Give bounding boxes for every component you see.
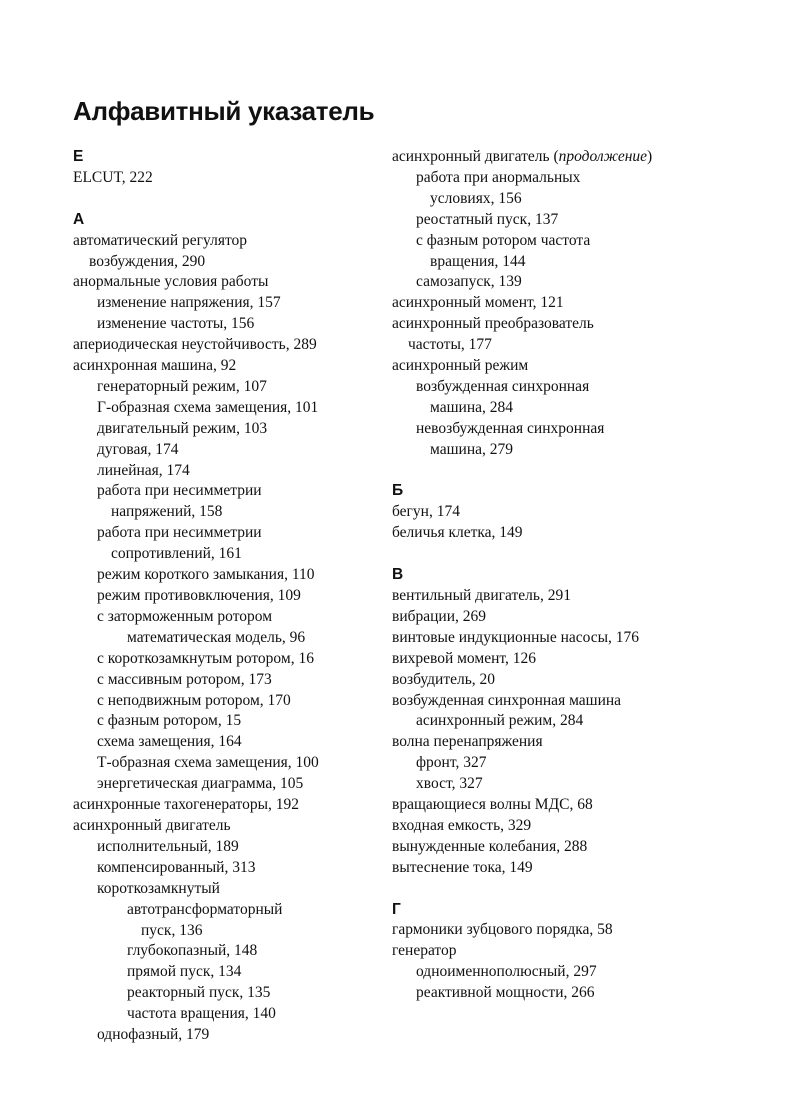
index-entry bbox=[392, 398, 722, 419]
index-entry-text: напряжений, 158 bbox=[111, 503, 223, 521]
index-entry-text: возбудитель, 20 bbox=[392, 670, 496, 688]
section-gap bbox=[73, 189, 373, 210]
index-entry bbox=[392, 691, 722, 712]
index-entry bbox=[73, 628, 373, 649]
index-entry-text: автотрансформаторный bbox=[127, 900, 283, 918]
index-entry-text: с фазным ротором, 15 bbox=[97, 712, 242, 730]
index-entry-text: Т-образная схема замещения, 100 bbox=[97, 754, 319, 772]
index-entry-text: реакторный пуск, 135 bbox=[127, 984, 271, 1002]
index-entry-text: работа при несимметрии bbox=[97, 482, 262, 500]
index-entry-text: асинхронный режим, 284 bbox=[416, 712, 584, 730]
index-entry bbox=[392, 837, 722, 858]
index-entry bbox=[73, 356, 373, 377]
index-letter-heading: В bbox=[392, 566, 404, 584]
index-entry-text: режим противовключения, 109 bbox=[97, 587, 301, 605]
index-column-right bbox=[392, 147, 722, 1004]
index-entry bbox=[392, 440, 722, 461]
index-entry-text: асинхронный двигатель bbox=[73, 816, 231, 834]
index-entry-text: вынужденные колебания, 288 bbox=[392, 837, 588, 855]
index-entry-text: частота вращения, 140 bbox=[127, 1005, 276, 1023]
index-entry-text: вихревой момент, 126 bbox=[392, 649, 536, 667]
index-entry bbox=[73, 398, 373, 419]
index-entry bbox=[392, 628, 722, 649]
index-entry-text: вибрации, 269 bbox=[392, 607, 487, 625]
index-entry bbox=[73, 941, 373, 962]
index-entry bbox=[392, 377, 722, 398]
index-entry-text: асинхронный преобразователь bbox=[392, 315, 594, 333]
index-entry-text: пуск, 136 bbox=[141, 921, 203, 939]
index-letter-heading: А bbox=[73, 210, 85, 228]
index-entry-text: двигательный режим, 103 bbox=[97, 419, 268, 437]
index-entry-text: машина, 284 bbox=[430, 398, 513, 416]
index-entry-text: генератор bbox=[392, 942, 457, 960]
index-entry-text: вентильный двигатель, 291 bbox=[392, 587, 571, 604]
index-entry bbox=[392, 920, 722, 941]
index-entry-text: глубокопазный, 148 bbox=[127, 942, 258, 960]
section-gap bbox=[392, 879, 722, 900]
index-letter-heading: Б bbox=[392, 482, 404, 500]
index-entry bbox=[73, 774, 373, 795]
index-entry bbox=[73, 168, 373, 189]
index-entry bbox=[392, 523, 722, 544]
index-entry bbox=[392, 962, 722, 983]
index-entry-text: однофазный, 179 bbox=[97, 1026, 210, 1044]
index-entry bbox=[73, 544, 373, 565]
index-entry-text: с неподвижным ротором, 170 bbox=[97, 691, 291, 709]
index-entry bbox=[392, 607, 722, 628]
index-entry bbox=[73, 252, 373, 273]
index-entry bbox=[73, 523, 373, 544]
index-entry-text: реостатный пуск, 137 bbox=[416, 210, 559, 228]
index-entry-text: вращения, 144 bbox=[430, 252, 526, 270]
index-entry bbox=[392, 147, 722, 168]
index-entry-text: с заторможенным ротором bbox=[97, 607, 273, 625]
index-entry bbox=[73, 921, 373, 942]
index-entry bbox=[73, 670, 373, 691]
index-entry-text: возбужденная синхронная машина bbox=[392, 691, 622, 709]
section-gap bbox=[392, 544, 722, 565]
index-entry bbox=[392, 231, 722, 252]
index-entry-text: линейная, 174 bbox=[97, 461, 190, 479]
index-entry-text: режим короткого замыкания, 110 bbox=[97, 566, 315, 584]
index-entry-text: ELCUT, 222 bbox=[73, 168, 153, 186]
index-entry bbox=[73, 879, 373, 900]
index-entry-text: одноименнополюсный, 297 bbox=[416, 963, 597, 981]
index-entry-text: невозбужденная синхронная bbox=[416, 419, 605, 437]
index-entry-text: дуговая, 174 bbox=[97, 440, 179, 458]
index-entry bbox=[392, 711, 722, 732]
index-entry-text: математическая модель, 96 bbox=[127, 628, 306, 646]
index-entry bbox=[392, 272, 722, 293]
index-entry bbox=[73, 983, 373, 1004]
index-entry bbox=[73, 565, 373, 586]
index-entry bbox=[392, 649, 722, 670]
index-entry bbox=[73, 1004, 373, 1025]
index-entry bbox=[392, 941, 722, 962]
index-entry-text: с массивным ротором, 173 bbox=[97, 670, 272, 688]
index-entry bbox=[73, 272, 373, 293]
index-entry bbox=[73, 649, 373, 670]
index-entry-text: автоматический регулятор bbox=[73, 231, 248, 249]
index-entry bbox=[73, 314, 373, 335]
index-entry bbox=[392, 168, 722, 189]
index-entry bbox=[73, 837, 373, 858]
index-letter-heading: E bbox=[73, 148, 84, 165]
index-entry bbox=[73, 502, 373, 523]
index-entry-text: реактивной мощности, 266 bbox=[416, 984, 595, 1002]
index-entry bbox=[73, 816, 373, 837]
index-entry bbox=[73, 691, 373, 712]
index-entry-text: апериодическая неустойчивость, 289 bbox=[73, 336, 317, 354]
index-entry bbox=[392, 670, 722, 691]
index-entry-text: фронт, 327 bbox=[416, 754, 487, 772]
index-entry-suffix: ) bbox=[647, 148, 653, 165]
index-entry bbox=[73, 335, 373, 356]
index-entry-text: волна перенапряжения bbox=[392, 733, 543, 751]
index-letter-heading: Г bbox=[392, 900, 401, 918]
index-entry bbox=[73, 858, 373, 879]
index-entry-text: частоты, 177 bbox=[408, 336, 492, 354]
index-entry bbox=[73, 1025, 373, 1046]
index-entry bbox=[73, 607, 373, 628]
index-entry-text: хвост, 327 bbox=[416, 775, 483, 793]
index-entry bbox=[73, 440, 373, 461]
index-entry bbox=[73, 962, 373, 983]
index-entry bbox=[392, 314, 722, 335]
index-entry bbox=[392, 293, 722, 314]
index-entry-text: беличья клетка, 149 bbox=[392, 524, 523, 542]
index-entry bbox=[392, 753, 722, 774]
index-entry-text: самозапуск, 139 bbox=[416, 273, 522, 291]
index-entry-text: винтовые индукционные насосы, 176 bbox=[392, 628, 640, 646]
index-entry bbox=[73, 377, 373, 398]
index-entry-text: возбужденная синхронная bbox=[416, 377, 590, 395]
index-entry bbox=[392, 502, 722, 523]
index-entry-text: входная емкость, 329 bbox=[392, 816, 532, 834]
index-entry-text: бегун, 174 bbox=[392, 503, 460, 521]
index-entry bbox=[392, 586, 722, 607]
index-entry bbox=[392, 356, 722, 377]
index-entry-text: асинхронная машина, 92 bbox=[73, 357, 237, 375]
index-entry bbox=[392, 210, 722, 231]
index-entry-text: изменение напряжения, 157 bbox=[97, 294, 281, 312]
index-entry-text: асинхронный режим bbox=[392, 357, 529, 375]
index-entry-text: вытеснение тока, 149 bbox=[392, 858, 533, 876]
index-entry-text: компенсированный, 313 bbox=[97, 858, 256, 876]
index-entry bbox=[392, 858, 722, 879]
index-entry bbox=[73, 293, 373, 314]
index-entry-text: с фазным ротором частота bbox=[416, 231, 591, 249]
index-entry bbox=[392, 732, 722, 753]
page-title: Алфавитный указатель bbox=[73, 96, 375, 126]
index-entry-text: сопротивлений, 161 bbox=[111, 545, 242, 563]
index-entry bbox=[392, 795, 722, 816]
index-entry-text: исполнительный, 189 bbox=[97, 837, 239, 855]
index-entry-text: машина, 279 bbox=[430, 440, 513, 458]
index-column-left bbox=[73, 147, 373, 1046]
index-entry bbox=[73, 586, 373, 607]
index-entry-text: энергетическая диаграмма, 105 bbox=[97, 775, 304, 793]
index-entry-text: анормальные условия работы bbox=[73, 273, 269, 291]
index-entry bbox=[73, 419, 373, 440]
index-entry-text: прямой пуск, 134 bbox=[127, 963, 242, 981]
index-entry bbox=[73, 711, 373, 732]
index-entry bbox=[73, 732, 373, 753]
index-entry bbox=[73, 753, 373, 774]
index-entry bbox=[392, 983, 722, 1004]
index-entry-text: короткозамкнутый bbox=[97, 879, 220, 897]
index-entry-text: асинхронный момент, 121 bbox=[392, 294, 564, 312]
index-entry bbox=[392, 774, 722, 795]
section-gap bbox=[392, 461, 722, 482]
index-entry bbox=[392, 252, 722, 273]
index-entry-text: схема замещения, 164 bbox=[97, 733, 242, 751]
index-entry-text: асинхронный двигатель ( bbox=[392, 148, 559, 165]
index-entry bbox=[392, 189, 722, 210]
index-entry bbox=[73, 461, 373, 482]
index-entry bbox=[73, 795, 373, 816]
index-entry-text: возбуждения, 290 bbox=[89, 252, 206, 270]
index-entry-text: работа при несимметрии bbox=[97, 524, 262, 542]
index-entry-text: генераторный режим, 107 bbox=[97, 377, 267, 395]
index-entry bbox=[392, 419, 722, 440]
index-entry-text: Г-образная схема замещения, 101 bbox=[97, 398, 319, 416]
index-entry-text: условиях, 156 bbox=[430, 189, 522, 207]
index-entry-text: изменение частоты, 156 bbox=[97, 315, 255, 333]
index-entry bbox=[73, 900, 373, 921]
continued-note: продолжение bbox=[558, 148, 648, 165]
index-entry-text: вращающиеся волны МДС, 68 bbox=[392, 796, 593, 814]
index-entry-text: с короткозамкнутым ротором, 16 bbox=[97, 649, 314, 667]
index-entry bbox=[73, 231, 373, 252]
index-entry bbox=[392, 335, 722, 356]
index-entry-text: асинхронные тахогенераторы, 192 bbox=[73, 796, 300, 814]
index-entry-text: гармоники зубцового порядка, 58 bbox=[392, 921, 613, 939]
index-entry bbox=[392, 816, 722, 837]
index-entry-text: работа при анормальных bbox=[416, 168, 581, 186]
index-entry bbox=[73, 481, 373, 502]
